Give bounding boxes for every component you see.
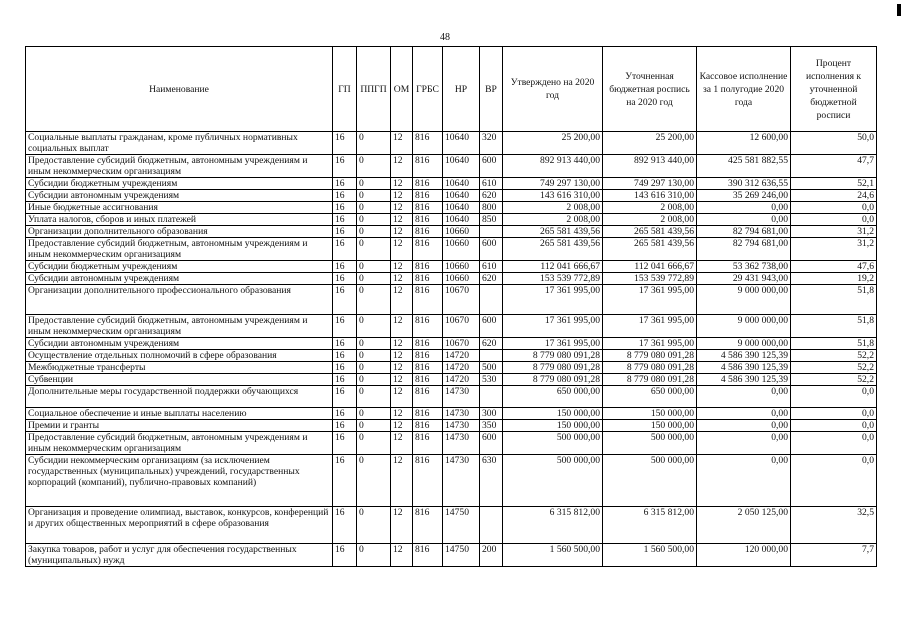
- row-percent: 0,0: [791, 214, 877, 226]
- row-grbs: 816: [413, 190, 443, 202]
- row-grbs: 816: [413, 544, 443, 567]
- header-ppgp: ППГП: [357, 47, 391, 132]
- row-vr: [480, 350, 503, 362]
- row-name: Социальное обеспечение и иные выплаты населению: [26, 408, 333, 420]
- row-ppgp: 0: [357, 214, 391, 226]
- row-om: 12: [391, 432, 413, 455]
- row-grbs: 816: [413, 386, 443, 408]
- row-name: Субсидии бюджетным учреждениям: [26, 178, 333, 190]
- row-cash: 0,00: [697, 420, 791, 432]
- row-om: 12: [391, 261, 413, 273]
- row-approved: 500 000,00: [503, 455, 603, 507]
- header-gp: ГП: [333, 47, 357, 132]
- row-cash: 29 431 943,00: [697, 273, 791, 285]
- row-gp: 16: [333, 155, 357, 178]
- row-approved: 112 041 666,67: [503, 261, 603, 273]
- row-om: 12: [391, 455, 413, 507]
- row-vr: 620: [480, 273, 503, 285]
- row-cash: 0,00: [697, 386, 791, 408]
- row-approved: 749 297 130,00: [503, 178, 603, 190]
- row-refined: 8 779 080 091,28: [603, 374, 697, 386]
- row-vr: 300: [480, 408, 503, 420]
- row-cash: 9 000 000,00: [697, 315, 791, 338]
- row-nr: 10640: [443, 202, 480, 214]
- row-cash: 0,00: [697, 202, 791, 214]
- table-row: [26, 455, 877, 507]
- row-name: Предоставление субсидий бюджетным, автономным учреждениям и иным некоммерческим организациям: [26, 315, 333, 338]
- row-gp: 16: [333, 226, 357, 238]
- row-name: Иные бюджетные ассигнования: [26, 202, 333, 214]
- row-ppgp: 0: [357, 315, 391, 338]
- table-row: [26, 285, 877, 315]
- row-refined: 500 000,00: [603, 455, 697, 507]
- row-name: Субсидии автономным учреждениям: [26, 273, 333, 285]
- row-nr: 10640: [443, 178, 480, 190]
- row-name: Субсидии некоммерческим организациям (за исключением государственных (муниципальных) учреждений, государственных корпораций (компаний), публично-правовых компаний): [26, 455, 333, 507]
- table-row: [26, 226, 877, 238]
- row-gp: 16: [333, 285, 357, 315]
- row-name: Субвенции: [26, 374, 333, 386]
- row-ppgp: 0: [357, 338, 391, 350]
- row-ppgp: 0: [357, 544, 391, 567]
- row-cash: 0,00: [697, 432, 791, 455]
- row-approved: 8 779 080 091,28: [503, 362, 603, 374]
- row-grbs: 816: [413, 285, 443, 315]
- row-cash: 9 000 000,00: [697, 338, 791, 350]
- row-percent: 0,0: [791, 420, 877, 432]
- row-nr: 10670: [443, 285, 480, 315]
- row-vr: 850: [480, 214, 503, 226]
- row-percent: 31,2: [791, 238, 877, 261]
- row-approved: 17 361 995,00: [503, 285, 603, 315]
- header-approved: Утверждено на 2020 год: [503, 47, 603, 132]
- row-grbs: 816: [413, 315, 443, 338]
- header-vr: ВР: [480, 47, 503, 132]
- row-ppgp: 0: [357, 155, 391, 178]
- row-om: 12: [391, 315, 413, 338]
- row-vr: [480, 226, 503, 238]
- row-vr: 600: [480, 315, 503, 338]
- row-refined: 265 581 439,56: [603, 238, 697, 261]
- row-grbs: 816: [413, 408, 443, 420]
- row-approved: 892 913 440,00: [503, 155, 603, 178]
- row-om: 12: [391, 226, 413, 238]
- row-ppgp: 0: [357, 350, 391, 362]
- row-grbs: 816: [413, 202, 443, 214]
- table-row: [26, 178, 877, 190]
- row-om: 12: [391, 273, 413, 285]
- row-om: 12: [391, 420, 413, 432]
- row-ppgp: 0: [357, 408, 391, 420]
- row-nr: 14750: [443, 507, 480, 544]
- row-percent: 51,8: [791, 285, 877, 315]
- row-om: 12: [391, 338, 413, 350]
- row-percent: 0,0: [791, 455, 877, 507]
- row-cash: 4 586 390 125,39: [697, 350, 791, 362]
- row-nr: 10660: [443, 238, 480, 261]
- row-gp: 16: [333, 178, 357, 190]
- row-om: 12: [391, 190, 413, 202]
- row-cash: 9 000 000,00: [697, 285, 791, 315]
- edge-mark: [897, 4, 901, 16]
- header-name: Наименование: [26, 47, 333, 132]
- row-ppgp: 0: [357, 178, 391, 190]
- table-row: [26, 544, 877, 567]
- table-row: [26, 261, 877, 273]
- row-nr: 10660: [443, 273, 480, 285]
- row-approved: 25 200,00: [503, 132, 603, 155]
- row-cash: 2 050 125,00: [697, 507, 791, 544]
- row-refined: 2 008,00: [603, 214, 697, 226]
- row-approved: 500 000,00: [503, 432, 603, 455]
- table-row: [26, 155, 877, 178]
- row-grbs: 816: [413, 338, 443, 350]
- row-approved: 143 616 310,00: [503, 190, 603, 202]
- row-vr: 630: [480, 455, 503, 507]
- row-approved: 1 560 500,00: [503, 544, 603, 567]
- row-percent: 52,2: [791, 350, 877, 362]
- row-approved: 8 779 080 091,28: [503, 350, 603, 362]
- row-gp: 16: [333, 386, 357, 408]
- row-percent: 0,0: [791, 386, 877, 408]
- row-vr: 500: [480, 362, 503, 374]
- row-gp: 16: [333, 261, 357, 273]
- row-gp: 16: [333, 315, 357, 338]
- row-grbs: 816: [413, 374, 443, 386]
- row-approved: 8 779 080 091,28: [503, 374, 603, 386]
- row-vr: 620: [480, 338, 503, 350]
- row-refined: 150 000,00: [603, 408, 697, 420]
- row-gp: 16: [333, 420, 357, 432]
- row-percent: 32,5: [791, 507, 877, 544]
- row-ppgp: 0: [357, 261, 391, 273]
- row-refined: 650 000,00: [603, 386, 697, 408]
- table-row: [26, 214, 877, 226]
- row-name: Предоставление субсидий бюджетным, автономным учреждениям и иным некоммерческим организациям: [26, 238, 333, 261]
- row-percent: 52,2: [791, 374, 877, 386]
- row-approved: 2 008,00: [503, 202, 603, 214]
- row-refined: 150 000,00: [603, 420, 697, 432]
- row-om: 12: [391, 285, 413, 315]
- row-refined: 1 560 500,00: [603, 544, 697, 567]
- header-om: ОМ: [391, 47, 413, 132]
- row-ppgp: 0: [357, 386, 391, 408]
- row-vr: 320: [480, 132, 503, 155]
- row-refined: 265 581 439,56: [603, 226, 697, 238]
- row-refined: 6 315 812,00: [603, 507, 697, 544]
- row-ppgp: 0: [357, 374, 391, 386]
- row-om: 12: [391, 374, 413, 386]
- table-row: [26, 202, 877, 214]
- row-om: 12: [391, 132, 413, 155]
- row-nr: 10670: [443, 315, 480, 338]
- row-om: 12: [391, 178, 413, 190]
- row-refined: 2 008,00: [603, 202, 697, 214]
- row-percent: 47,7: [791, 155, 877, 178]
- table-row: [26, 273, 877, 285]
- row-nr: 14730: [443, 432, 480, 455]
- row-refined: 892 913 440,00: [603, 155, 697, 178]
- row-om: 12: [391, 238, 413, 261]
- row-ppgp: 0: [357, 273, 391, 285]
- row-percent: 51,8: [791, 338, 877, 350]
- header-nr: НР: [443, 47, 480, 132]
- row-approved: 2 008,00: [503, 214, 603, 226]
- row-om: 12: [391, 214, 413, 226]
- table-row: [26, 190, 877, 202]
- row-om: 12: [391, 350, 413, 362]
- table-body: [26, 132, 877, 567]
- row-name: Организация и проведение олимпиад, выставок, конкурсов, конференций и других общественных мероприятий в сфере образования: [26, 507, 333, 544]
- row-grbs: 816: [413, 178, 443, 190]
- row-percent: 47,6: [791, 261, 877, 273]
- row-vr: [480, 386, 503, 408]
- row-percent: 7,7: [791, 544, 877, 567]
- row-name: Организации дополнительного профессионального образования: [26, 285, 333, 315]
- row-name: Закупка товаров, работ и услуг для обеспечения государственных (муниципальных) нужд: [26, 544, 333, 567]
- row-nr: 10640: [443, 132, 480, 155]
- table-row: [26, 507, 877, 544]
- row-percent: 0,0: [791, 408, 877, 420]
- row-grbs: 816: [413, 350, 443, 362]
- row-nr: 10640: [443, 155, 480, 178]
- row-ppgp: 0: [357, 432, 391, 455]
- row-nr: 14720: [443, 362, 480, 374]
- row-ppgp: 0: [357, 190, 391, 202]
- row-percent: 0,0: [791, 202, 877, 214]
- row-refined: 25 200,00: [603, 132, 697, 155]
- row-nr: 10670: [443, 338, 480, 350]
- row-gp: 16: [333, 374, 357, 386]
- row-grbs: 816: [413, 455, 443, 507]
- row-vr: 620: [480, 190, 503, 202]
- row-gp: 16: [333, 273, 357, 285]
- row-approved: 265 581 439,56: [503, 238, 603, 261]
- table-row: [26, 350, 877, 362]
- row-cash: 82 794 681,00: [697, 226, 791, 238]
- row-refined: 112 041 666,67: [603, 261, 697, 273]
- row-om: 12: [391, 386, 413, 408]
- row-nr: 14730: [443, 408, 480, 420]
- table-row: [26, 315, 877, 338]
- row-om: 12: [391, 507, 413, 544]
- row-gp: 16: [333, 432, 357, 455]
- row-gp: 16: [333, 350, 357, 362]
- row-om: 12: [391, 362, 413, 374]
- row-gp: 16: [333, 544, 357, 567]
- row-cash: 390 312 636,55: [697, 178, 791, 190]
- row-approved: 265 581 439,56: [503, 226, 603, 238]
- row-grbs: 816: [413, 273, 443, 285]
- row-refined: 143 616 310,00: [603, 190, 697, 202]
- row-cash: 82 794 681,00: [697, 238, 791, 261]
- row-cash: 4 586 390 125,39: [697, 362, 791, 374]
- row-grbs: 816: [413, 420, 443, 432]
- row-name: Субсидии автономным учреждениям: [26, 338, 333, 350]
- row-ppgp: 0: [357, 132, 391, 155]
- row-name: Субсидии автономным учреждениям: [26, 190, 333, 202]
- row-name: Субсидии бюджетным учреждениям: [26, 261, 333, 273]
- row-cash: 425 581 882,55: [697, 155, 791, 178]
- row-om: 12: [391, 202, 413, 214]
- row-ppgp: 0: [357, 362, 391, 374]
- row-grbs: 816: [413, 155, 443, 178]
- row-approved: 6 315 812,00: [503, 507, 603, 544]
- row-refined: 17 361 995,00: [603, 338, 697, 350]
- row-vr: [480, 507, 503, 544]
- row-cash: 4 586 390 125,39: [697, 374, 791, 386]
- row-refined: 17 361 995,00: [603, 315, 697, 338]
- row-ppgp: 0: [357, 455, 391, 507]
- row-nr: 10640: [443, 190, 480, 202]
- row-nr: 14750: [443, 544, 480, 567]
- row-percent: 24,6: [791, 190, 877, 202]
- row-gp: 16: [333, 362, 357, 374]
- row-ppgp: 0: [357, 226, 391, 238]
- row-name: Уплата налогов, сборов и иных платежей: [26, 214, 333, 226]
- row-gp: 16: [333, 132, 357, 155]
- row-percent: 0,0: [791, 432, 877, 455]
- row-vr: 600: [480, 155, 503, 178]
- header-percent: Процент исполнения к уточненной бюджетной росписи: [791, 47, 877, 132]
- row-grbs: 816: [413, 362, 443, 374]
- row-percent: 52,2: [791, 362, 877, 374]
- row-gp: 16: [333, 455, 357, 507]
- row-gp: 16: [333, 238, 357, 261]
- row-grbs: 816: [413, 507, 443, 544]
- row-gp: 16: [333, 190, 357, 202]
- row-vr: 350: [480, 420, 503, 432]
- row-nr: 14730: [443, 420, 480, 432]
- row-om: 12: [391, 155, 413, 178]
- table-row: [26, 338, 877, 350]
- row-nr: 14730: [443, 455, 480, 507]
- row-percent: 31,2: [791, 226, 877, 238]
- row-cash: 0,00: [697, 408, 791, 420]
- row-vr: 610: [480, 178, 503, 190]
- row-grbs: 816: [413, 132, 443, 155]
- row-name: Дополнительные меры государственной поддержки обучающихся: [26, 386, 333, 408]
- row-cash: 0,00: [697, 214, 791, 226]
- row-ppgp: 0: [357, 202, 391, 214]
- row-percent: 51,8: [791, 315, 877, 338]
- table-row: [26, 374, 877, 386]
- row-vr: 200: [480, 544, 503, 567]
- row-name: Предоставление субсидий бюджетным, автономным учреждениям и иным некоммерческим организациям: [26, 432, 333, 455]
- row-approved: 150 000,00: [503, 408, 603, 420]
- row-approved: 17 361 995,00: [503, 338, 603, 350]
- header-cash: Кассовое исполнение за 1 полугодие 2020 года: [697, 47, 791, 132]
- row-grbs: 816: [413, 226, 443, 238]
- header-grbs: ГРБС: [413, 47, 443, 132]
- table-row: [26, 238, 877, 261]
- row-percent: 52,1: [791, 178, 877, 190]
- row-grbs: 816: [413, 432, 443, 455]
- row-vr: 610: [480, 261, 503, 273]
- row-gp: 16: [333, 214, 357, 226]
- row-grbs: 816: [413, 238, 443, 261]
- row-grbs: 816: [413, 214, 443, 226]
- row-refined: 8 779 080 091,28: [603, 362, 697, 374]
- page-number: 48: [440, 32, 450, 43]
- table-row: [26, 362, 877, 374]
- row-refined: 8 779 080 091,28: [603, 350, 697, 362]
- row-cash: 35 269 246,00: [697, 190, 791, 202]
- row-percent: 19,2: [791, 273, 877, 285]
- row-approved: 17 361 995,00: [503, 315, 603, 338]
- row-refined: 500 000,00: [603, 432, 697, 455]
- row-gp: 16: [333, 408, 357, 420]
- row-nr: 14720: [443, 374, 480, 386]
- row-vr: 530: [480, 374, 503, 386]
- row-refined: 17 361 995,00: [603, 285, 697, 315]
- row-gp: 16: [333, 202, 357, 214]
- row-vr: 600: [480, 238, 503, 261]
- table-row: [26, 432, 877, 455]
- row-refined: 749 297 130,00: [603, 178, 697, 190]
- row-vr: 800: [480, 202, 503, 214]
- row-nr: 14720: [443, 350, 480, 362]
- table-header-row: [26, 47, 877, 132]
- budget-table: [25, 46, 877, 567]
- row-vr: 600: [480, 432, 503, 455]
- row-ppgp: 0: [357, 238, 391, 261]
- table-row: [26, 408, 877, 420]
- row-refined: 153 539 772,89: [603, 273, 697, 285]
- row-gp: 16: [333, 507, 357, 544]
- table-row: [26, 386, 877, 408]
- row-name: Осуществление отдельных полномочий в сфере образования: [26, 350, 333, 362]
- row-cash: 120 000,00: [697, 544, 791, 567]
- row-cash: 12 600,00: [697, 132, 791, 155]
- row-om: 12: [391, 544, 413, 567]
- row-grbs: 816: [413, 261, 443, 273]
- row-gp: 16: [333, 338, 357, 350]
- row-name: Предоставление субсидий бюджетным, автономным учреждениям и иным некоммерческим организациям: [26, 155, 333, 178]
- row-name: Межбюджетные трансферты: [26, 362, 333, 374]
- row-approved: 650 000,00: [503, 386, 603, 408]
- table-row: [26, 132, 877, 155]
- row-percent: 50,0: [791, 132, 877, 155]
- row-approved: 153 539 772,89: [503, 273, 603, 285]
- row-name: Премии и гранты: [26, 420, 333, 432]
- row-nr: 14730: [443, 386, 480, 408]
- row-cash: 53 362 738,00: [697, 261, 791, 273]
- table-row: [26, 420, 877, 432]
- row-nr: 10640: [443, 214, 480, 226]
- row-approved: 150 000,00: [503, 420, 603, 432]
- header-refined: Уточненная бюджетная роспись на 2020 год: [603, 47, 697, 132]
- row-vr: [480, 285, 503, 315]
- row-ppgp: 0: [357, 507, 391, 544]
- row-cash: 0,00: [697, 455, 791, 507]
- row-ppgp: 0: [357, 420, 391, 432]
- row-name: Организации дополнительного образования: [26, 226, 333, 238]
- row-ppgp: 0: [357, 285, 391, 315]
- row-om: 12: [391, 408, 413, 420]
- row-nr: 10660: [443, 261, 480, 273]
- row-nr: 10660: [443, 226, 480, 238]
- row-name: Социальные выплаты гражданам, кроме публичных нормативных социальных выплат: [26, 132, 333, 155]
